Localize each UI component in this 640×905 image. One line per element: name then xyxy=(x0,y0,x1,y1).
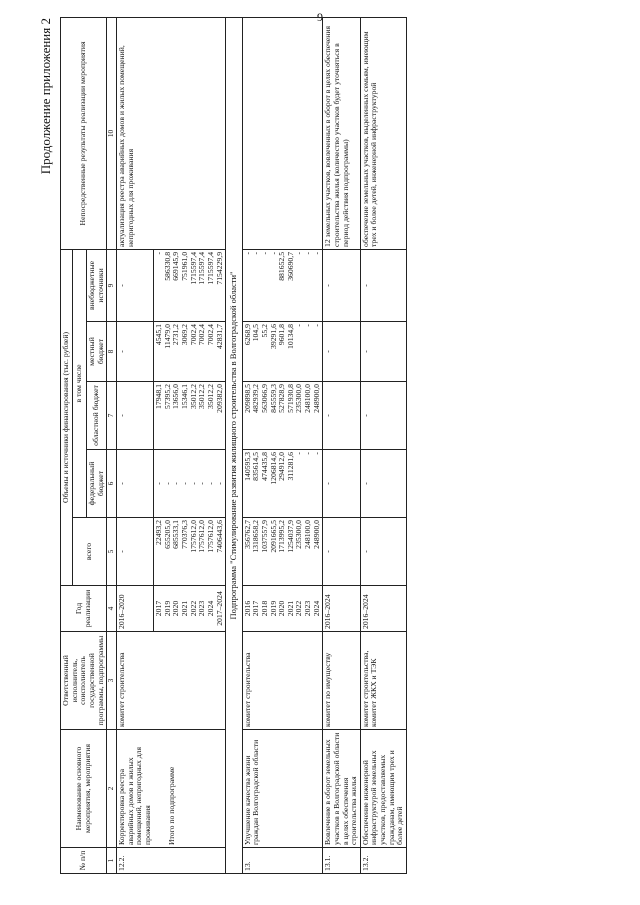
header-extrabudget: внебюджетные источники xyxy=(86,249,106,321)
itogo-label: Итого по подпрограмме xyxy=(154,730,226,848)
header-row-1 xyxy=(61,17,73,873)
row-13-local: 6268,9 104,5 55,2 39291,6 9601,8 10134,8 - - - xyxy=(242,322,323,382)
column-number-row xyxy=(107,17,117,873)
header-local: местный бюджет xyxy=(86,322,106,382)
header-executor: Ответственный исполнитель, соисполнитель государственной программы, подпрограммы xyxy=(61,632,107,730)
row-name: Вовлечение в оборот земельных участков в Волгоградской области в целях обеспечения строительства жилья xyxy=(323,730,361,848)
itogo-years: 2017 2019 2020 2021 2022 2023 2024 2017–2024 xyxy=(154,586,226,632)
header-regional: областной бюджет xyxy=(86,382,106,450)
row-year: 2016–2020 xyxy=(117,586,154,632)
col-number: 10 xyxy=(107,17,117,249)
header-name: Наименование основного мероприятия, мероприятия xyxy=(61,730,107,848)
row-num: 13.1. xyxy=(323,848,361,874)
col-number: 4 xyxy=(107,586,117,632)
col-number: 9 xyxy=(107,249,117,321)
col-number: 3 xyxy=(107,632,117,730)
row-total: - xyxy=(360,518,406,586)
col-number: 2 xyxy=(107,730,117,848)
table-row-13 xyxy=(242,17,323,873)
header-incl: в том числе xyxy=(72,249,86,517)
row-result: актуализация реестра аварийных домов и жилых помещений, непригодных для проживания xyxy=(117,17,154,249)
col-number: 8 xyxy=(107,322,117,382)
row-federal: - xyxy=(117,450,154,518)
row-extra: - xyxy=(360,249,406,321)
row-result: 12 земельных участков, вовлеченных в оборот в целях обеспечения строительства жилья (количество участков будет уточняться в период действия подпрограммы) xyxy=(323,17,361,249)
row-federal: - xyxy=(360,450,406,518)
subprogram-title: Подпрограмма "Стимулирование развития жилищного строительства в Волгоградской области" xyxy=(226,17,243,873)
header-results: Непосредственные результаты реализации мероприятия xyxy=(61,17,107,249)
row-name: Обеспечение инженерной инфраструктурой земельных участков, предоставляемых гражданам, имеющим трех и более детей xyxy=(360,730,406,848)
row-total: - xyxy=(117,518,154,586)
table-row-12-2 xyxy=(117,17,154,873)
itogo-federal: - - - - - - - - xyxy=(154,450,226,518)
header-funding: Объемы и источники финансирования (тыс. рублей) xyxy=(61,249,73,585)
appendix-label: Продолжение приложения 2 xyxy=(38,18,53,175)
col-number: 5 xyxy=(107,518,117,586)
table-row-itogo xyxy=(154,17,226,873)
row-name: Улучшение качества жизни граждан Волгоградской области xyxy=(242,730,323,848)
table-row-13-1 xyxy=(323,17,361,873)
itogo-extra: - 586330,8 669145,9 751961,0 1715597,4 1715597,4 1715597,4 7154229,9 xyxy=(154,249,226,321)
row-executor: комитет строительства, комитет ЖКХ и ТЭК xyxy=(360,632,406,730)
row-federal: - xyxy=(323,450,361,518)
page-number: 9 xyxy=(317,10,323,24)
col-number: 7 xyxy=(107,382,117,450)
col-number: 1 xyxy=(107,848,117,874)
row-local: - xyxy=(117,322,154,382)
table-row-13-2 xyxy=(360,17,406,873)
row-executor: комитет строительства xyxy=(117,632,154,730)
itogo-regional: 17948,1 57395,2 13656,0 15346,1 35012,2 35012,2 35012,2 209382,0 xyxy=(154,382,226,450)
row-regional: - xyxy=(117,382,154,450)
rotated-page-content xyxy=(38,18,634,874)
row-local: - xyxy=(323,322,361,382)
row-executor: комитет строительства xyxy=(242,632,323,730)
row-year: 2016–2024 xyxy=(323,586,361,632)
row-13-federal: 140595,3 835614,5 474435,8 1206814,6 294912,0 311281,6 - - - xyxy=(242,450,323,518)
itogo-total: 22493,2 655205,0 685533,1 770376,3 1757612,0 1757612,0 1757612,0 7406443,6 xyxy=(154,518,226,586)
header-total: всего xyxy=(72,518,107,586)
header-year: Год реализации xyxy=(61,586,107,632)
header-num: № п/п xyxy=(61,848,107,874)
row-13-total: 356762,7 1318658,2 1037557,9 2091665,5 1713995,2 1254037,9 235300,0 248100,0 248900,0 xyxy=(242,518,323,586)
itogo-local: 4545,1 11479,0 2731,2 3069,2 7002,4 7002,4 7002,4 42831,7 xyxy=(154,322,226,382)
header-federal: федеральный бюджет xyxy=(86,450,106,518)
row-total: - xyxy=(323,518,361,586)
row-local: - xyxy=(360,322,406,382)
row-executor: комитет по имуществу xyxy=(323,632,361,730)
row-year: 2016–2024 xyxy=(360,586,406,632)
row-num: 13.2. xyxy=(360,848,406,874)
col-number: 6 xyxy=(107,450,117,518)
row-13-extra: - - - - 881652,5 360690,7 - - - xyxy=(242,249,323,321)
row-extra: - xyxy=(323,249,361,321)
row-name: Корректировка реестра аварийных домов и жилых помещений, непригодных для проживания xyxy=(117,730,154,848)
row-num: 12.2. xyxy=(117,848,154,874)
row-extra: - xyxy=(117,249,154,321)
row-regional: - xyxy=(360,382,406,450)
row-num: 13. xyxy=(242,848,323,874)
funding-table xyxy=(60,17,407,874)
row-result: обеспечение земельных участков, выделенных семьям, имеющим трех и более детей, инженерной инфраструктурой xyxy=(360,17,406,249)
row-13-regional: 209898,5 482939,2 563066,9 845559,3 527828,9 571930,8 235300,0 248100,0 248900,0 xyxy=(242,382,323,450)
row-13-years: 2016 2017 2018 2019 2020 2021 2022 2023 2024 xyxy=(242,586,323,632)
row-regional: - xyxy=(323,382,361,450)
subprogram-row xyxy=(226,17,243,873)
